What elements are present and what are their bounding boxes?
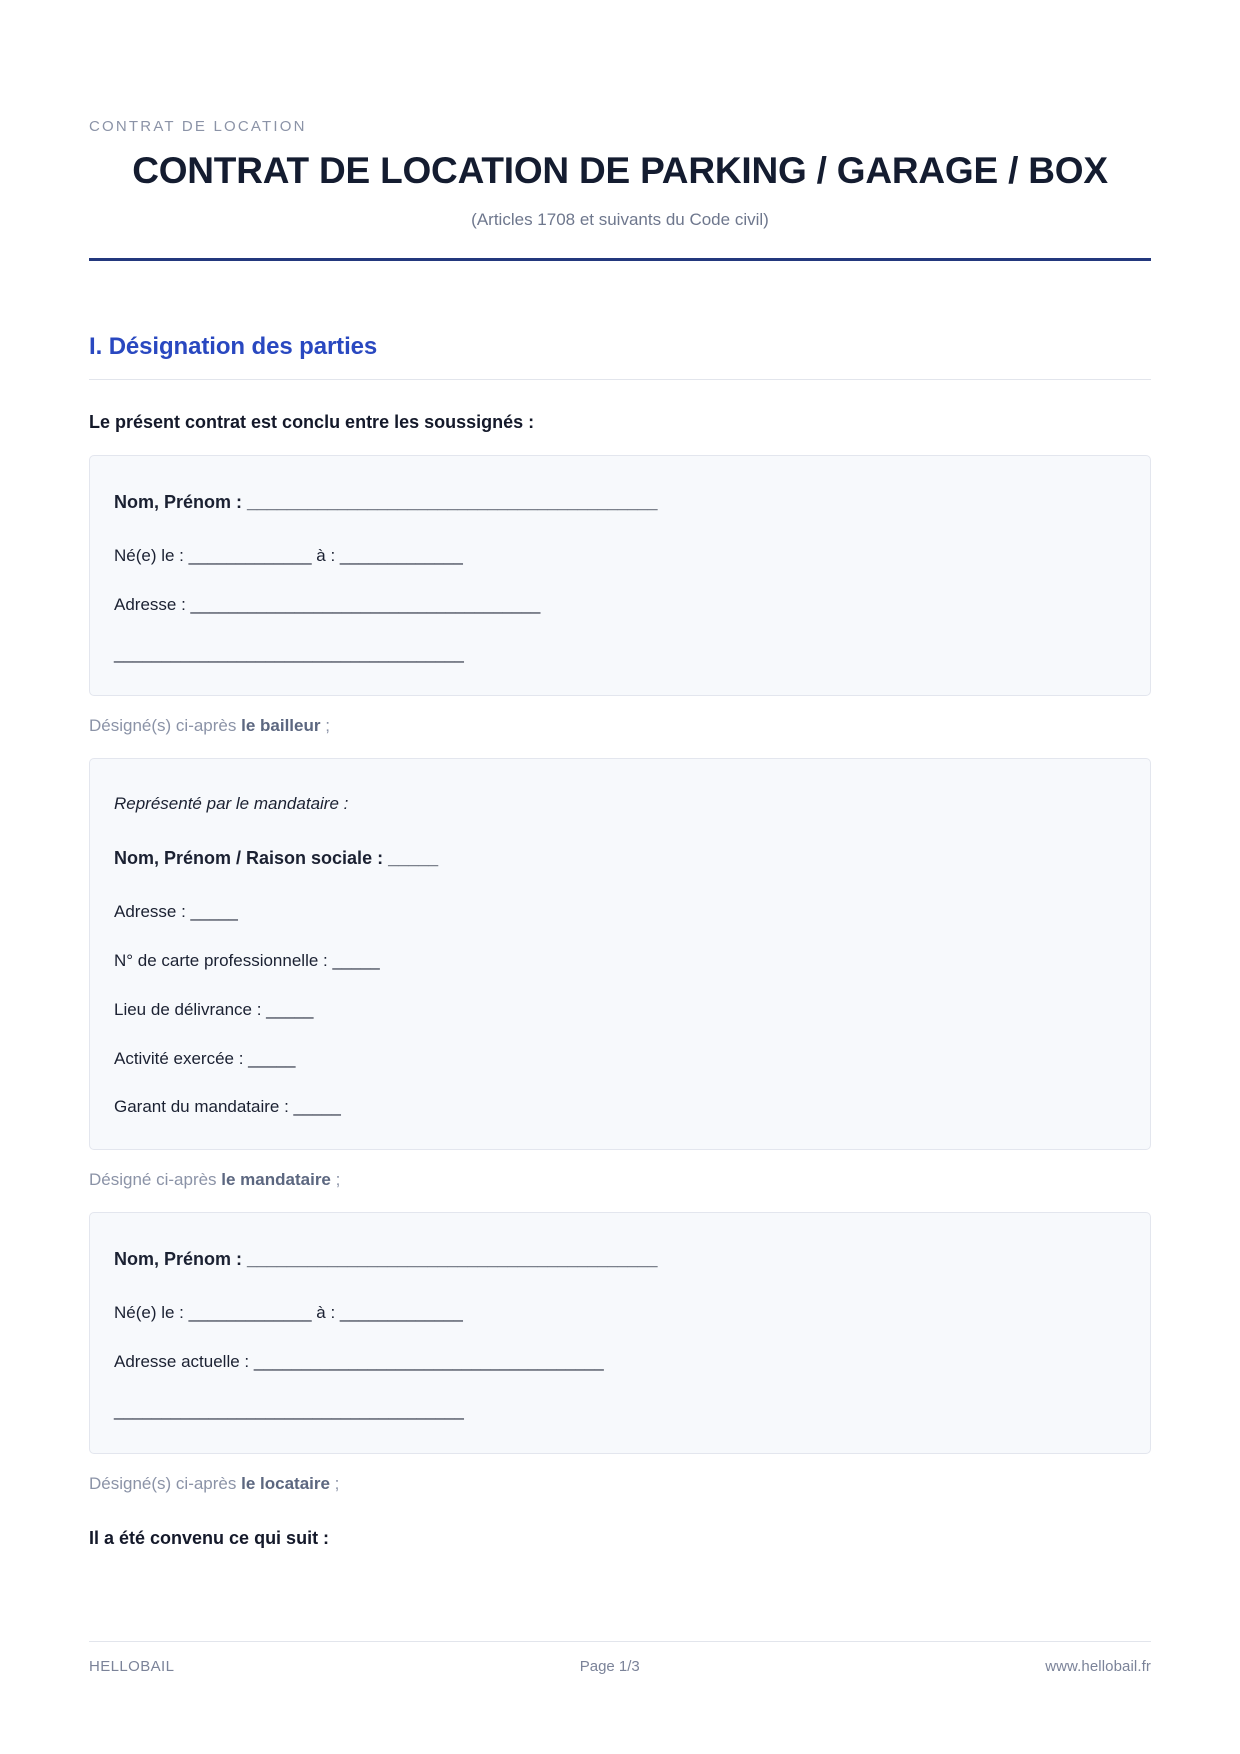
section-divider [89, 379, 1151, 380]
footer-divider [89, 1641, 1151, 1642]
page-content [89, 0, 1151, 1549]
bailleur-designation-line [89, 716, 1151, 736]
bailleur-adresse-suite-field[interactable]: _____________________________________ [114, 643, 464, 663]
locataire-party-box [89, 1212, 1151, 1453]
mandataire-designation-suffix: ; [330, 1170, 341, 1190]
mandataire-party-box [89, 758, 1151, 1150]
mandataire-activite-exercee-field[interactable]: Activité exercée : _____ [114, 1048, 296, 1068]
locataire-nom-prenom-field[interactable]: Nom, Prénom : _________________________________________ [114, 1249, 658, 1270]
footer-content [89, 1658, 1151, 1675]
bailleur-designation-prefix: Désigné(s) ci-après [89, 716, 242, 736]
locataire-adresse-actuelle-field[interactable]: Adresse actuelle : _____________________________________ [114, 1351, 604, 1371]
locataire-adresse-suite-field[interactable]: _____________________________________ [114, 1400, 464, 1420]
closing-statement: Il a été convenu ce qui suit : [89, 1527, 330, 1548]
bailleur-designation-suffix: ; [320, 716, 330, 736]
footer-page-number: Page 1/3 [579, 1658, 640, 1675]
footer-website: www.hellobail.fr [1045, 1658, 1151, 1675]
bailleur-designation-term: le bailleur [241, 716, 321, 736]
bailleur-naissance-field[interactable]: Né(e) le : _____________ à : _____________ [114, 545, 463, 565]
bailleur-adresse-field[interactable]: Adresse : _____________________________________ [114, 594, 541, 614]
mandataire-intro-text: Représenté par le mandataire : [114, 794, 349, 814]
mandataire-designation-prefix: Désigné ci-après [89, 1170, 222, 1190]
title-divider [89, 258, 1151, 261]
page-footer [89, 1641, 1151, 1675]
footer-brand: HELLOBAIL [89, 1658, 175, 1675]
mandataire-designation-term: le mandataire [221, 1170, 331, 1190]
locataire-designation-line [89, 1474, 1151, 1494]
locataire-designation-term: le locataire [241, 1473, 330, 1493]
bailleur-party-box [89, 455, 1151, 696]
locataire-naissance-field[interactable]: Né(e) le : _____________ à : _____________ [114, 1302, 463, 1322]
page-title: CONTRAT DE LOCATION DE PARKING / GARAGE / BOX [132, 150, 1108, 191]
mandataire-adresse-field[interactable]: Adresse : _____ [114, 901, 238, 921]
mandataire-carte-professionnelle-field[interactable]: N° de carte professionnelle : _____ [114, 950, 380, 970]
section-lead-text: Le présent contrat est conclu entre les soussignés : [89, 412, 535, 433]
section-heading-designation-des-parties: I. Désignation des parties [89, 333, 378, 361]
mandataire-garant-field[interactable]: Garant du mandataire : _____ [114, 1097, 341, 1117]
mandataire-lieu-delivrance-field[interactable]: Lieu de délivrance : _____ [114, 999, 314, 1019]
locataire-designation-suffix: ; [329, 1473, 340, 1493]
bailleur-nom-prenom-field[interactable]: Nom, Prénom : _________________________________________ [114, 492, 658, 513]
document-subtitle: (Articles 1708 et suivants du Code civil) [471, 210, 769, 230]
document-eyebrow: CONTRAT DE LOCATION [89, 118, 307, 135]
mandataire-nom-raison-sociale-field[interactable]: Nom, Prénom / Raison sociale : _____ [114, 848, 439, 869]
locataire-designation-prefix: Désigné(s) ci-après [89, 1473, 242, 1493]
mandataire-designation-line [89, 1170, 1151, 1190]
